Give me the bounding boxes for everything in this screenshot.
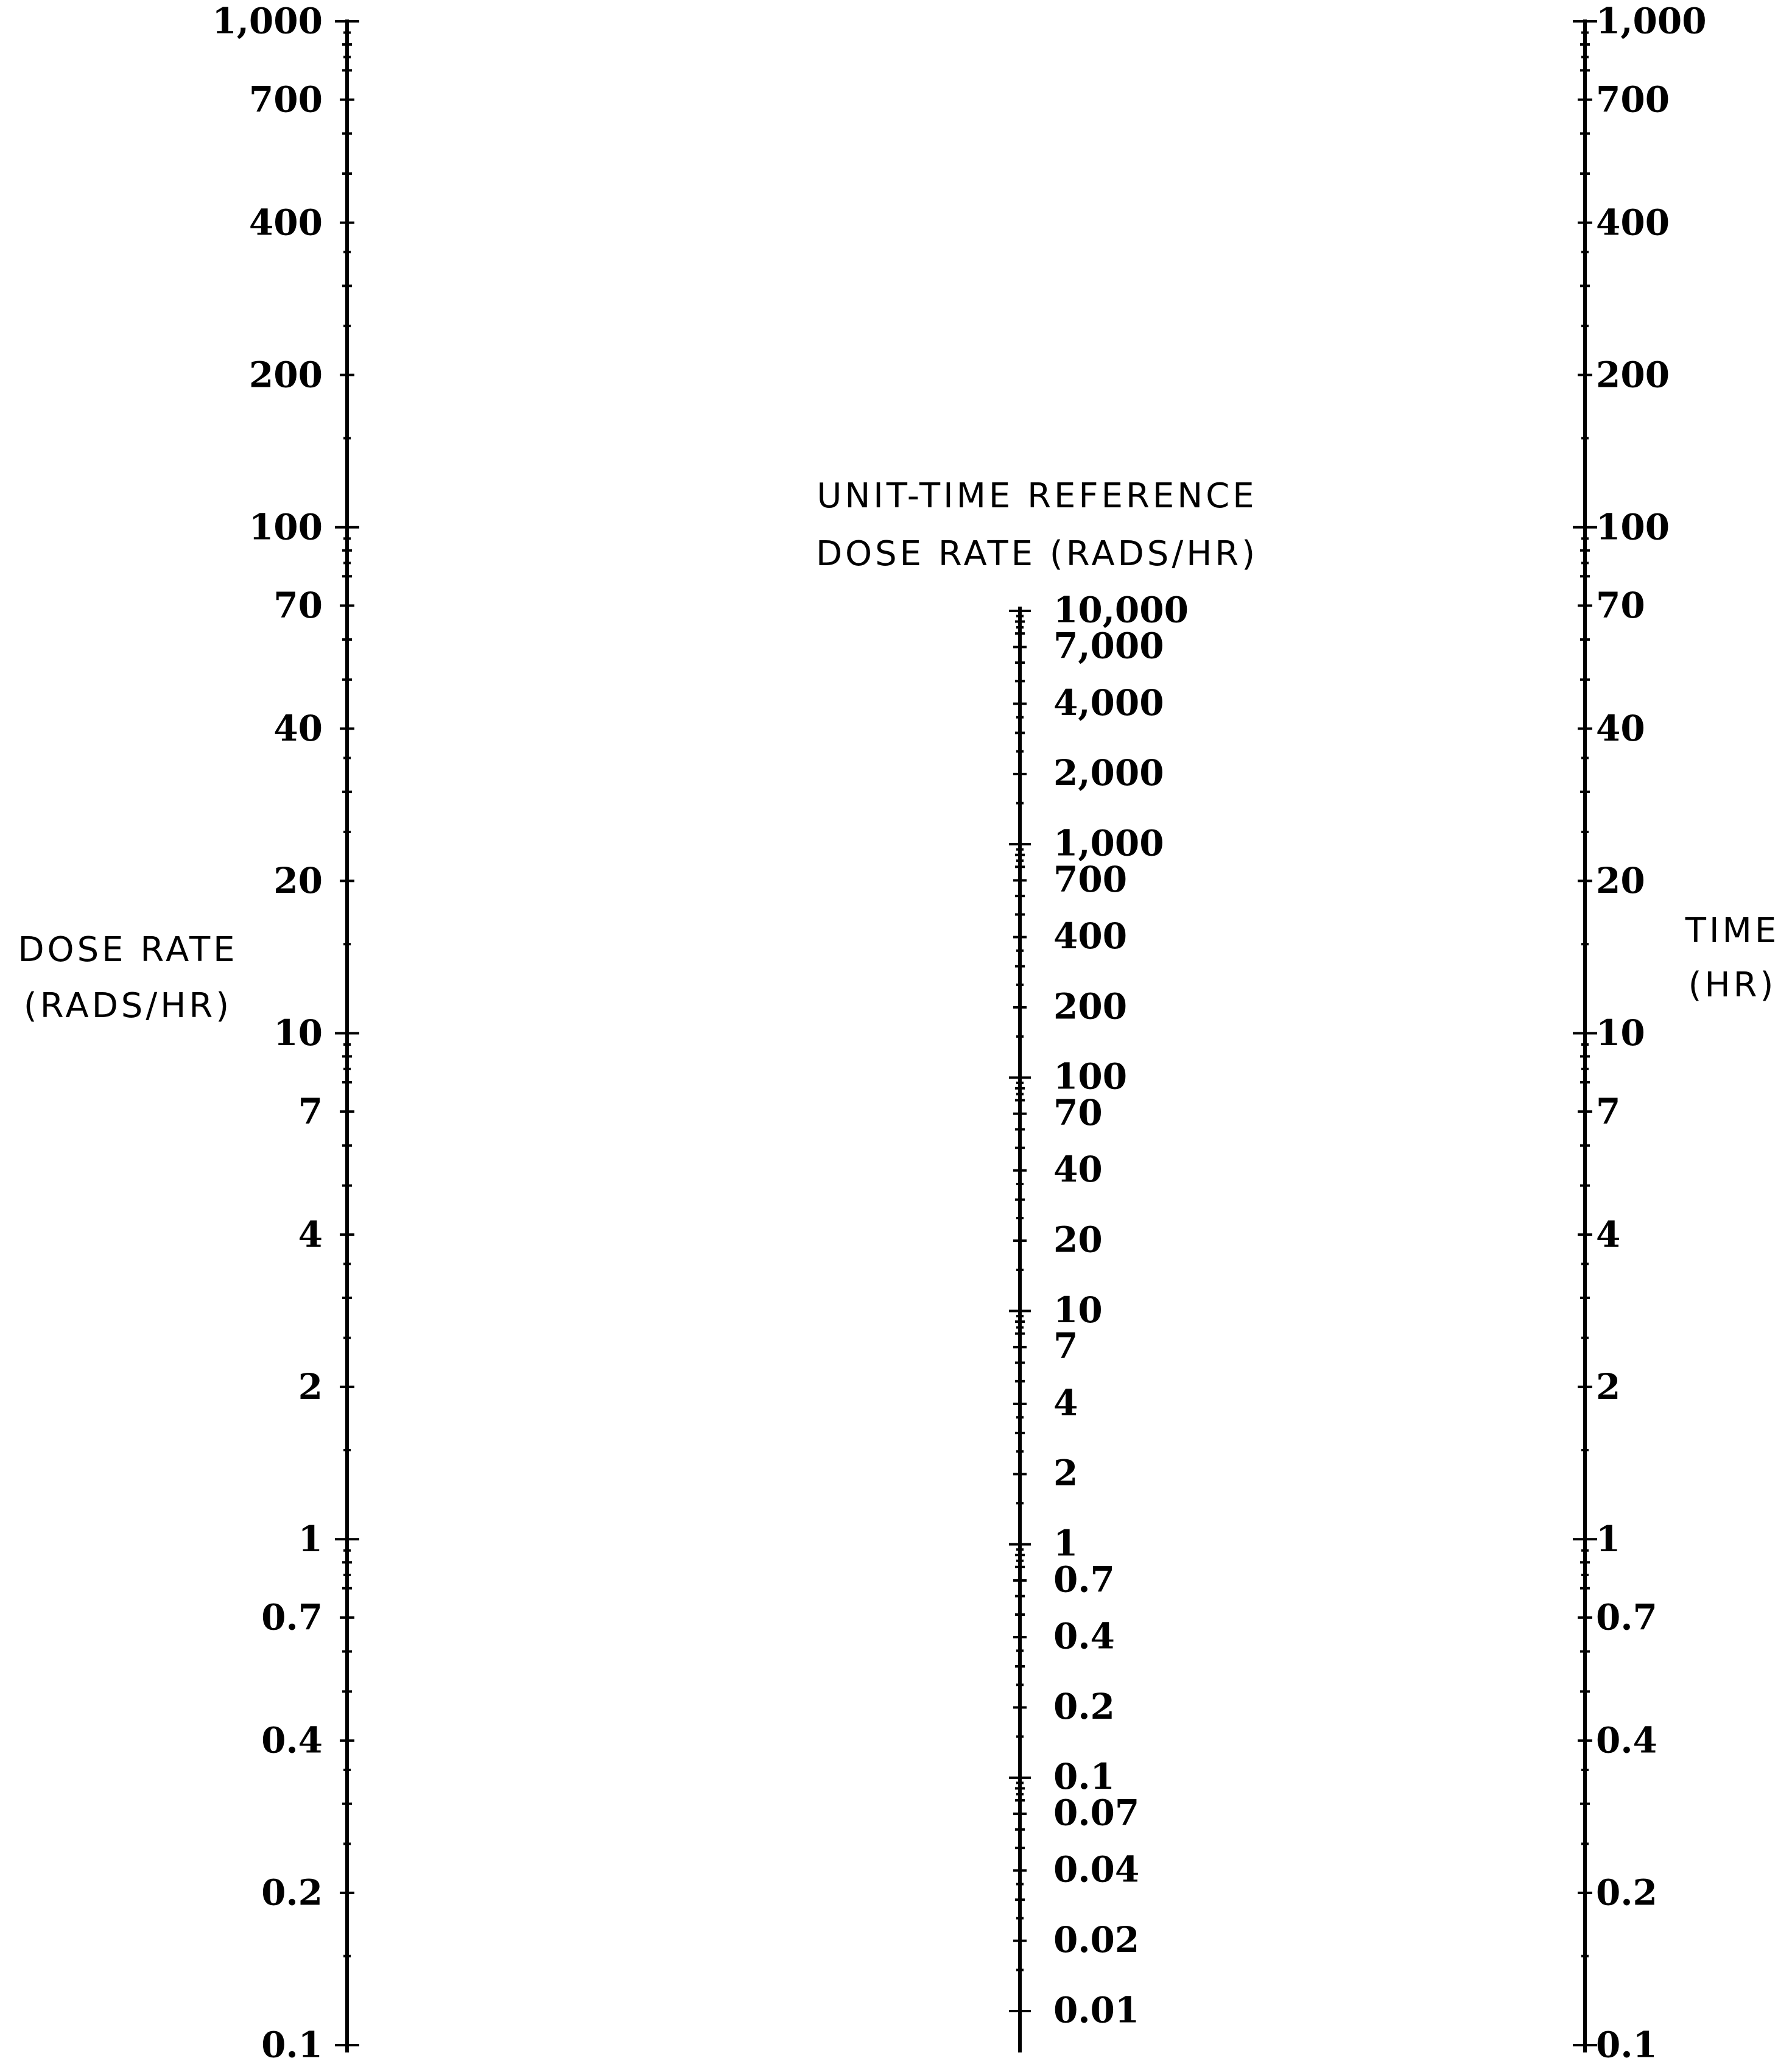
middle-scale-title-line-1: UNIT-TIME REFERENCE bbox=[817, 476, 1257, 516]
middle-tick-label-0p4: 0.4 bbox=[1053, 1615, 1115, 1657]
middle-tick-label-0p02: 0.02 bbox=[1053, 1919, 1140, 1961]
left-scale-title-line-2: (RADS/HR) bbox=[23, 986, 233, 1026]
left-tick-label-7: 7 bbox=[298, 1090, 323, 1132]
left-dose-rate-scale bbox=[18, 1, 359, 2061]
left-tick-label-0p1: 0.1 bbox=[261, 2024, 323, 2061]
middle-tick-label-0p04: 0.04 bbox=[1053, 1848, 1140, 1890]
right-tick-label-10: 10 bbox=[1596, 1012, 1645, 1054]
middle-tick-label-4000: 4,000 bbox=[1053, 682, 1164, 724]
middle-tick-label-400: 400 bbox=[1053, 915, 1128, 957]
right-tick-label-0p2: 0.2 bbox=[1596, 1872, 1657, 1914]
left-tick-label-40: 40 bbox=[273, 708, 323, 750]
right-tick-label-100: 100 bbox=[1596, 506, 1670, 548]
middle-tick-label-1000: 1,000 bbox=[1053, 822, 1164, 864]
middle-tick-label-70: 70 bbox=[1053, 1092, 1103, 1134]
left-tick-label-0p7: 0.7 bbox=[261, 1596, 323, 1638]
left-tick-label-1: 1 bbox=[298, 1518, 323, 1560]
left-tick-label-0p4: 0.4 bbox=[261, 1719, 323, 1761]
middle-tick-label-1: 1 bbox=[1053, 1523, 1078, 1565]
right-tick-label-2: 2 bbox=[1596, 1365, 1621, 1407]
right-tick-label-4: 4 bbox=[1596, 1213, 1621, 1255]
middle-tick-label-200: 200 bbox=[1053, 985, 1128, 1027]
left-tick-label-4: 4 bbox=[298, 1213, 323, 1255]
left-tick-label-100: 100 bbox=[248, 506, 323, 548]
left-tick-label-20: 20 bbox=[273, 860, 323, 902]
right-tick-label-700: 700 bbox=[1596, 79, 1670, 121]
right-tick-label-0p1: 0.1 bbox=[1596, 2024, 1657, 2061]
middle-scale-title-line-2: DOSE RATE (RADS/HR) bbox=[815, 534, 1259, 574]
left-tick-label-700: 700 bbox=[248, 79, 323, 121]
right-tick-label-200: 200 bbox=[1596, 354, 1670, 396]
left-tick-label-2: 2 bbox=[298, 1365, 323, 1407]
middle-tick-label-2: 2 bbox=[1053, 1452, 1078, 1494]
left-tick-label-10: 10 bbox=[273, 1012, 323, 1054]
left-tick-label-400: 400 bbox=[248, 202, 323, 244]
middle-tick-label-2000: 2,000 bbox=[1053, 752, 1164, 794]
middle-tick-label-40: 40 bbox=[1053, 1149, 1103, 1191]
right-tick-label-1: 1 bbox=[1596, 1518, 1621, 1560]
middle-tick-label-7000: 7,000 bbox=[1053, 625, 1164, 667]
left-tick-label-1000: 1,000 bbox=[212, 0, 323, 42]
middle-tick-label-0p01: 0.01 bbox=[1053, 1989, 1140, 2031]
middle-tick-label-100: 100 bbox=[1053, 1055, 1128, 1097]
right-tick-label-0p4: 0.4 bbox=[1596, 1719, 1657, 1761]
left-tick-label-0p2: 0.2 bbox=[261, 1872, 323, 1914]
right-tick-label-40: 40 bbox=[1596, 708, 1645, 750]
unit-time-reference-scale bbox=[816, 476, 1258, 2052]
right-tick-label-1000: 1,000 bbox=[1596, 0, 1707, 42]
middle-tick-label-10: 10 bbox=[1053, 1289, 1103, 1331]
left-scale-title-line-1: DOSE RATE bbox=[18, 930, 238, 970]
middle-tick-label-0p7: 0.7 bbox=[1053, 1559, 1115, 1601]
middle-tick-label-0p1: 0.1 bbox=[1053, 1756, 1115, 1798]
right-tick-label-7: 7 bbox=[1596, 1090, 1621, 1132]
middle-tick-label-0p2: 0.2 bbox=[1053, 1685, 1115, 1727]
middle-tick-label-7: 7 bbox=[1053, 1325, 1078, 1367]
right-scale-title-line-1: TIME bbox=[1685, 911, 1780, 951]
left-tick-label-200: 200 bbox=[248, 354, 323, 396]
middle-tick-label-700: 700 bbox=[1053, 858, 1128, 900]
middle-tick-label-20: 20 bbox=[1053, 1219, 1103, 1261]
right-tick-label-70: 70 bbox=[1596, 585, 1645, 627]
right-tick-label-400: 400 bbox=[1596, 202, 1670, 244]
middle-tick-label-0p07: 0.07 bbox=[1053, 1792, 1140, 1834]
middle-tick-label-4: 4 bbox=[1053, 1382, 1078, 1424]
left-tick-label-70: 70 bbox=[273, 585, 323, 627]
right-time-scale bbox=[1573, 1, 1779, 2061]
right-tick-label-20: 20 bbox=[1596, 860, 1645, 902]
right-tick-label-0p7: 0.7 bbox=[1596, 1596, 1657, 1638]
right-scale-title-line-2: (HR) bbox=[1688, 965, 1777, 1005]
middle-tick-label-10000: 10,000 bbox=[1053, 589, 1189, 631]
